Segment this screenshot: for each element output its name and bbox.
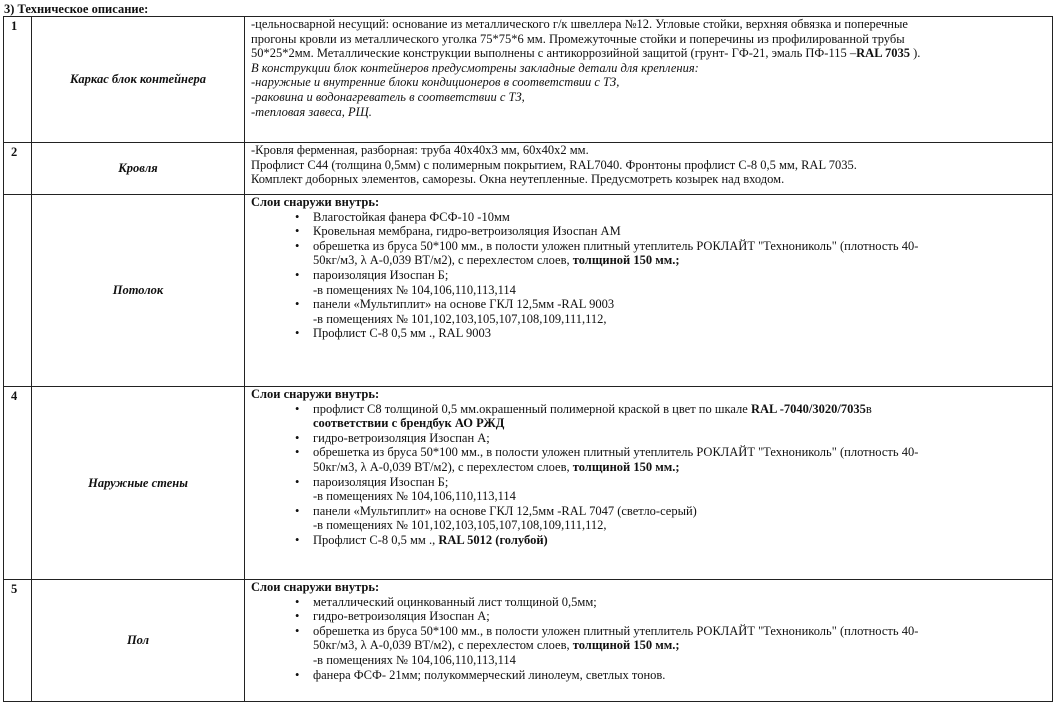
list-item: • пароизоляция Изоспан Б; -в помещениях № 104,106,110,113,114 <box>295 268 1048 297</box>
desc-line: -цельносварной несущий: основание из металлического г/к швеллера №12. Угловые стойки, верхняя обвязка и поперечные <box>251 17 908 31</box>
list-item: • пароизоляция Изоспан Б; -в помещениях № 104,106,110,113,114 <box>295 475 1048 504</box>
list-item: • Влагостойкая фанера ФСФ-10 -10мм <box>295 210 1048 225</box>
table-row <box>4 195 1053 387</box>
desc-line: 50*25*2мм. Металлические конструкции выполнены с антикоррозийной защитой (грунт- ГФ-21, эмаль ПФ-115 –RAL 7035 ). <box>251 46 921 61</box>
layers-list <box>251 595 1048 683</box>
row-description <box>245 580 1053 702</box>
list-item: • панели «Мультиплит» на основе ГКЛ 12,5мм -RAL 9003 -в помещениях № 101,102,103,105,107,108,109,111,112, <box>295 297 1048 326</box>
desc-line: -наружные и внутренние блоки кондиционеров в соответствии с ТЗ, <box>251 75 620 90</box>
list-item: • обрешетка из бруса 50*100 мм., в полости уложен плитный утеплитель РОКЛАЙТ "Технониколь" (плотность 40- 50кг/м3, λ А-0,039 ВТ/м2), с перехлестом слоев, толщиной 150 мм.; <box>295 445 1048 474</box>
layers-heading: Слои снаружи внутрь: <box>251 387 380 401</box>
list-item: • Профлист С-8 0,5 мм ., RAL 9003 <box>295 326 1048 341</box>
row-name: Кровля <box>32 143 245 195</box>
layers-heading: Слои снаружи внутрь: <box>251 580 380 594</box>
row-name: Пол <box>32 580 245 702</box>
row-name: Наружные стены <box>32 387 245 580</box>
list-item: • обрешетка из бруса 50*100 мм., в полости уложен плитный утеплитель РОКЛАЙТ "Технониколь" (плотность 40- 50кг/м3, λ А-0,039 ВТ/м2), с перехлестом слоев, толщиной 150 мм.; <box>295 239 1048 268</box>
list-item: • фанера ФСФ- 21мм; полукоммерческий линолеум, светлых тонов. <box>295 668 1048 683</box>
table-row <box>4 17 1053 143</box>
list-item: • профлист С8 толщиной 0,5 мм.окрашенный полимерной краской в цвет по шкале RAL -7040/3020/7035в соответствии с брендбук АО РЖД <box>295 402 1048 431</box>
desc-line: Профлист С44 (толщина 0,5мм) с полимерным покрытием, RAL7040. Фронтоны профлист С-8 0,5 мм, RAL 7035. <box>251 157 857 172</box>
list-item: • Профлист С-8 0,5 мм ., RAL 5012 (голубой) <box>295 533 1048 548</box>
layers-list <box>251 402 1048 548</box>
list-item: • обрешетка из бруса 50*100 мм., в полости уложен плитный утеплитель РОКЛАЙТ "Технониколь" (плотность 40- 50кг/м3, λ А-0,039 ВТ/м2), с перехлестом слоев, толщиной 150 мм.; -в помещениях № 104,106,110,113,114 <box>295 624 1048 668</box>
list-item: • Кровельная мембрана, гидро-ветроизоляция Изоспан АМ <box>295 224 1048 239</box>
desc-line: -раковина и водонагреватель в соответствии с ТЗ, <box>251 89 525 104</box>
desc-line: В конструкции блок контейнеров предусмотрены закладные детали для крепления: <box>251 60 699 75</box>
row-number: 1 <box>4 17 32 143</box>
table-row <box>4 143 1053 195</box>
row-name: Каркас блок контейнера <box>32 17 245 143</box>
desc-line: -тепловая завеса, РЩ. <box>251 104 372 119</box>
row-description <box>245 387 1053 580</box>
ral-bold: RAL 7035 <box>856 46 910 61</box>
section-title: 3) Техническое описание: <box>4 2 149 16</box>
list-item: • панели «Мультиплит» на основе ГКЛ 12,5мм -RAL 7047 (светло-серый) -в помещениях № 101,102,103,105,107,108,109,111,112, <box>295 504 1048 533</box>
row-number: 4 <box>4 387 32 580</box>
row-description <box>245 195 1053 387</box>
row-number <box>4 195 32 387</box>
desc-line: Комплект доборных элементов, саморезы. Окна неутепленные. Предусмотреть козырек над входом. <box>251 172 785 187</box>
row-description <box>245 17 1053 143</box>
desc-line: -Кровля ферменная, разборная: труба 40х40х3 мм, 60х40х2 мм. <box>251 143 589 157</box>
desc-line: прогоны кровли из металлического уголка 75*75*6 мм. Промежуточные стойки и поперечины из профилированной трубы <box>251 31 905 46</box>
row-name: Потолок <box>32 195 245 387</box>
list-item: • гидро-ветроизоляция Изоспан А; <box>295 431 1048 446</box>
table-row <box>4 387 1053 580</box>
spec-table <box>3 16 1053 702</box>
row-number: 5 <box>4 580 32 702</box>
list-item: • металлический оцинкованный лист толщиной 0,5мм; <box>295 595 1048 610</box>
layers-list <box>251 210 1048 341</box>
layers-heading: Слои снаружи внутрь: <box>251 195 380 209</box>
table-row <box>4 580 1053 702</box>
row-number: 2 <box>4 143 32 195</box>
list-item: • гидро-ветроизоляция Изоспан А; <box>295 609 1048 624</box>
row-description <box>245 143 1053 195</box>
